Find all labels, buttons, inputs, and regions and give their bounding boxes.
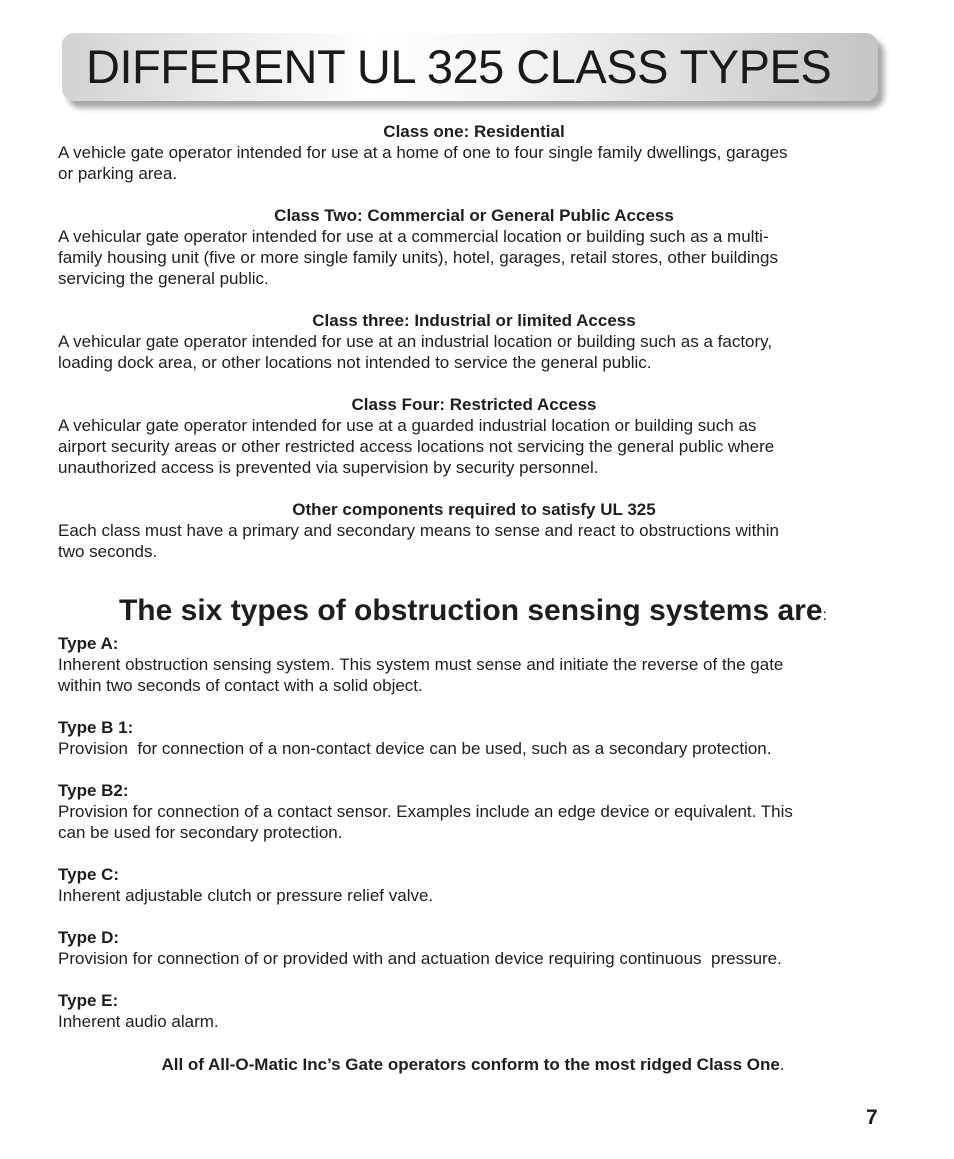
class-section-3 <box>58 310 888 373</box>
class-description <box>58 415 888 478</box>
text-line: family housing unit (five or more single family units), hotel, garages, retail stores, other buildings <box>58 248 779 267</box>
conformance-note <box>58 1054 888 1075</box>
sensing-type-c <box>58 864 888 906</box>
type-description <box>58 801 888 843</box>
text-line: servicing the general public. <box>58 269 269 288</box>
section-heading: Other components required to satisfy UL 325 <box>292 500 656 519</box>
conformance-note-period: . <box>779 1055 785 1074</box>
text-line: Inherent adjustable clutch or pressure relief valve. <box>58 886 434 905</box>
class-description <box>58 331 888 373</box>
sensing-type-b1 <box>58 717 888 759</box>
type-description <box>58 738 888 759</box>
text-line: Provision for connection of a contact sensor. Examples include an edge device or equivalent. This <box>58 802 793 821</box>
class-section-1 <box>58 121 888 184</box>
page-content <box>58 121 888 1075</box>
sensing-type-a <box>58 633 888 696</box>
text-line: loading dock area, or other locations not intended to service the general public. <box>58 353 652 372</box>
type-label: Type C: <box>58 865 120 884</box>
type-label: Type E: <box>58 991 119 1010</box>
type-label: Type B 1: <box>58 718 134 737</box>
text-line: A vehicular gate operator intended for use at a commercial location or building such as a multi- <box>58 227 769 246</box>
class-section-2 <box>58 205 888 289</box>
text-line: Inherent audio alarm. <box>58 1012 219 1031</box>
title-banner <box>62 33 878 101</box>
class-description <box>58 142 888 184</box>
text-line: Provision for connection of a non-contact device can be used, such as a secondary protection. <box>58 739 772 758</box>
class-description <box>58 226 888 289</box>
class-heading: Class Four: Restricted Access <box>351 395 597 414</box>
sensing-type-e <box>58 990 888 1032</box>
text-line: within two seconds of contact with a solid object. <box>58 676 423 695</box>
class-heading: Class Two: Commercial or General Public Access <box>274 206 674 225</box>
type-label: Type D: <box>58 928 120 947</box>
text-line: can be used for secondary protection. <box>58 823 343 842</box>
type-description <box>58 948 888 969</box>
sensing-type-b2 <box>58 780 888 843</box>
type-label: Type B2: <box>58 781 129 800</box>
text-line: Provision for connection of or provided with and actuation device requiring continuous pressure. <box>58 949 782 968</box>
type-description <box>58 654 888 696</box>
text-line: unauthorized access is prevented via supervision by security personnel. <box>58 458 599 477</box>
page-number: 7 <box>866 1106 878 1129</box>
text-line: A vehicular gate operator intended for use at an industrial location or building such as a factory, <box>58 332 773 351</box>
class-section-4 <box>58 394 888 478</box>
sensing-heading-text: The six types of obstruction sensing systems are <box>118 594 823 627</box>
sensing-systems-heading <box>58 594 888 633</box>
section-description <box>58 520 888 562</box>
text-line: Each class must have a primary and secondary means to sense and react to obstructions within <box>58 521 779 540</box>
text-line: A vehicle gate operator intended for use at a home of one to four single family dwellings, garages <box>58 143 788 162</box>
text-line: or parking area. <box>58 164 178 183</box>
type-description <box>58 885 888 906</box>
sensing-heading-colon: : <box>822 607 827 624</box>
conformance-note-text: All of All-O-Matic Inc’s Gate operators conform to the most ridged Class One <box>161 1055 780 1074</box>
other-components-section <box>58 499 888 562</box>
text-line: two seconds. <box>58 542 158 561</box>
text-line: airport security areas or other restricted access locations not servicing the general public where <box>58 437 775 456</box>
type-label: Type A: <box>58 634 119 653</box>
class-heading: Class one: Residential <box>383 122 565 141</box>
sensing-type-d <box>58 927 888 969</box>
type-description <box>58 1011 888 1032</box>
class-heading: Class three: Industrial or limited Access <box>312 311 636 330</box>
text-line: Inherent obstruction sensing system. This system must sense and initiate the reverse of the gate <box>58 655 784 674</box>
text-line: A vehicular gate operator intended for use at a guarded industrial location or building such as <box>58 416 757 435</box>
page-title: DIFFERENT UL 325 CLASS TYPES <box>86 40 832 93</box>
